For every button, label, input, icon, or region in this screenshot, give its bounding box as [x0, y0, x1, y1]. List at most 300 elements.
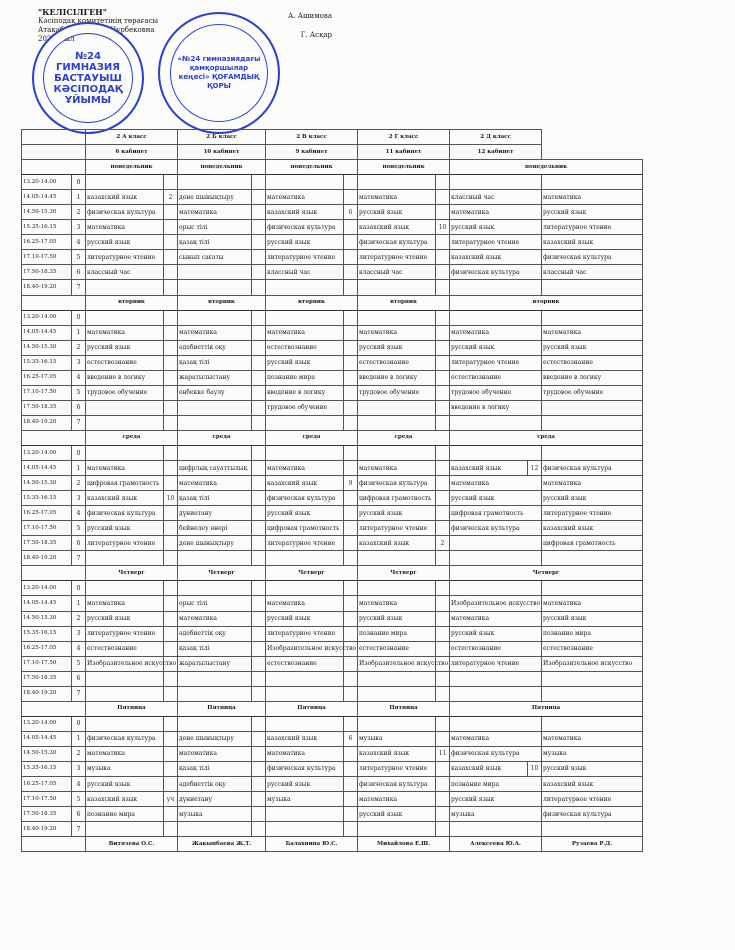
subject-cell: орыс тілі: [178, 596, 252, 611]
subject-cell: физическая культура: [266, 491, 344, 506]
stamp-text: «№24 гимназиядағы қамқоршылар кеңесі» ҚОҒАМДЫҚ ҚОРЫ: [177, 55, 261, 90]
cabinet-cell: [436, 521, 450, 536]
cabinet-cell: [344, 310, 358, 325]
cabinet-cell: [164, 596, 178, 611]
cabinet-cell: [252, 792, 266, 807]
subject-cell: русский язык: [542, 761, 643, 776]
subject-cell: қазақ тілі: [178, 235, 252, 250]
subject-cell: физическая культура: [266, 761, 344, 776]
subject-cell: русский язык: [450, 220, 542, 235]
subject-cell: казахский язык: [266, 476, 344, 491]
subject-cell: естествознание: [266, 656, 344, 671]
table-row: [22, 686, 643, 701]
cabinet-cell: [252, 626, 266, 641]
cabinet-cell: [252, 280, 266, 295]
subject-cell: физическая культура: [542, 807, 643, 822]
subject-cell: [358, 310, 436, 325]
cabinet-cell: [252, 746, 266, 761]
time-cell: 13.20-14.00: [22, 445, 72, 460]
subject-cell: классный час: [358, 265, 436, 280]
cabinet-cell: [252, 325, 266, 340]
cabinet-cell: [252, 385, 266, 400]
cabinet-cell: [344, 175, 358, 190]
subject-cell: [450, 445, 542, 460]
subject-cell: русский язык: [542, 611, 643, 626]
lesson-number: 4: [72, 641, 86, 656]
subject-cell: [358, 716, 436, 731]
subject-cell: математика: [266, 461, 344, 476]
cabinet-cell: [252, 310, 266, 325]
cabinet-cell: [252, 250, 266, 265]
corner-cell: [22, 295, 86, 310]
subject-cell: введение в логику: [542, 370, 643, 385]
lesson-number: 5: [72, 250, 86, 265]
table-row: [22, 822, 643, 837]
lesson-number: 6: [72, 536, 86, 551]
subject-cell: Изобразительное искусство: [450, 596, 542, 611]
time-cell: 15.35-16.15: [22, 220, 72, 235]
cabinet-cell: [252, 777, 266, 792]
cabinet-cell: [344, 611, 358, 626]
time-cell: 14.50-15.30: [22, 205, 72, 220]
table-row: [22, 506, 643, 521]
subject-cell: [450, 581, 542, 596]
cabinet-row: [22, 145, 643, 160]
subject-cell: [86, 716, 164, 731]
subject-cell: [266, 445, 344, 460]
table-row: [22, 491, 643, 506]
subject-cell: русский язык: [542, 491, 643, 506]
cabinet-cell: [252, 536, 266, 551]
time-cell: 13.20-14.00: [22, 310, 72, 325]
time-cell: 14.50-15.30: [22, 611, 72, 626]
subject-cell: [266, 807, 344, 822]
cabinet-cell: [436, 370, 450, 385]
subject-cell: [266, 551, 344, 566]
time-cell: 17.50-18.35: [22, 400, 72, 415]
subject-cell: казахский язык: [266, 205, 344, 220]
cabinet-cell: [436, 325, 450, 340]
day-header-row: [22, 566, 643, 581]
cabinet-label: 11 кабинет: [358, 145, 450, 160]
cabinet-cell: [344, 385, 358, 400]
day-label: вторник: [358, 295, 450, 310]
lesson-number: 7: [72, 415, 86, 430]
subject-cell: физическая культура: [358, 235, 436, 250]
time-cell: 15.35-16.15: [22, 491, 72, 506]
subject-cell: русский язык: [542, 340, 643, 355]
table-row: [22, 385, 643, 400]
subject-cell: дене шынықтыру: [178, 731, 252, 746]
cabinet-cell: [436, 807, 450, 822]
subject-cell: әдебиеттік оқу: [178, 340, 252, 355]
cabinet-cell: [164, 761, 178, 776]
subject-cell: русский язык: [542, 205, 643, 220]
subject-cell: музыка: [542, 746, 643, 761]
subject-cell: [86, 445, 164, 460]
day-label: среда: [266, 430, 358, 445]
table-row: [22, 461, 643, 476]
table-row: [22, 761, 643, 776]
cabinet-cell: [164, 265, 178, 280]
subject-cell: [358, 445, 436, 460]
time-cell: 17.10-17.50: [22, 656, 72, 671]
lesson-number: 6: [72, 807, 86, 822]
cabinet-cell: 2: [164, 190, 178, 205]
subject-cell: математика: [178, 325, 252, 340]
cabinet-cell: [252, 761, 266, 776]
teacher-name: Алексеева Ю.А.: [450, 837, 542, 852]
subject-cell: математика: [266, 746, 344, 761]
cabinet-cell: [344, 581, 358, 596]
subject-cell: казахский язык: [86, 491, 164, 506]
subject-cell: [178, 415, 252, 430]
subject-cell: классный час: [450, 190, 542, 205]
cabinet-cell: [164, 280, 178, 295]
lesson-number: 5: [72, 385, 86, 400]
subject-cell: [358, 551, 436, 566]
subject-cell: математика: [450, 325, 542, 340]
cabinet-cell: [252, 671, 266, 686]
day-label: вторник: [86, 295, 178, 310]
cabinet-cell: [344, 671, 358, 686]
subject-cell: русский язык: [358, 506, 436, 521]
subject-cell: математика: [178, 476, 252, 491]
timetable: [21, 129, 643, 852]
subject-cell: [358, 280, 436, 295]
cabinet-cell: [252, 400, 266, 415]
subject-cell: [178, 280, 252, 295]
cabinet-cell: 10: [528, 761, 542, 776]
subject-cell: естествознание: [450, 641, 542, 656]
cabinet-cell: [252, 355, 266, 370]
lesson-number: 0: [72, 445, 86, 460]
cabinet-cell: 2: [436, 536, 450, 551]
lesson-number: 7: [72, 551, 86, 566]
subject-cell: казахский язык: [86, 190, 164, 205]
day-label: понедельник: [266, 160, 358, 175]
cabinet-cell: 9: [344, 476, 358, 491]
subject-cell: физическая культура: [450, 265, 542, 280]
time-cell: 17.10-17.50: [22, 385, 72, 400]
subject-cell: физическая культура: [450, 746, 542, 761]
time-cell: 15.35-16.15: [22, 626, 72, 641]
subject-cell: [178, 822, 252, 837]
subject-cell: [178, 686, 252, 701]
table-row: [22, 731, 643, 746]
lesson-number: 1: [72, 731, 86, 746]
subject-cell: [178, 581, 252, 596]
subject-cell: [542, 415, 643, 430]
subject-cell: трудовое обучение: [266, 400, 344, 415]
cabinet-cell: [436, 190, 450, 205]
subject-cell: [86, 686, 164, 701]
subject-cell: казахский язык: [450, 761, 528, 776]
teacher-name: Балахнина Ю.С.: [266, 837, 358, 852]
subject-cell: [86, 400, 164, 415]
approval-line: 2023 жыл: [38, 35, 75, 43]
class-header-row: [22, 130, 643, 145]
lesson-number: 4: [72, 506, 86, 521]
cabinet-cell: 10: [436, 220, 450, 235]
table-row: [22, 596, 643, 611]
cabinet-cell: [436, 385, 450, 400]
cabinet-cell: [436, 400, 450, 415]
subject-cell: казахский язык: [358, 746, 436, 761]
subject-cell: [450, 671, 542, 686]
subject-cell: дене шынықтыру: [178, 190, 252, 205]
subject-cell: [450, 310, 542, 325]
time-cell: 16.25-17.05: [22, 235, 72, 250]
cabinet-cell: [164, 415, 178, 430]
subject-cell: сынып сағаты: [178, 250, 252, 265]
subject-cell: русский язык: [86, 777, 164, 792]
subject-cell: литературное чтение: [542, 220, 643, 235]
subject-cell: қазақ тілі: [178, 761, 252, 776]
cabinet-cell: [164, 686, 178, 701]
union-stamp: [32, 22, 144, 134]
subject-cell: трудовое обучение: [358, 385, 436, 400]
subject-cell: музыка: [178, 807, 252, 822]
cabinet-cell: [436, 641, 450, 656]
cabinet-cell: [252, 581, 266, 596]
time-cell: 14.05-14.45: [22, 731, 72, 746]
table-row: [22, 190, 643, 205]
cabinet-cell: [252, 370, 266, 385]
day-header-row: [22, 295, 643, 310]
lesson-number: 0: [72, 310, 86, 325]
subject-cell: цифрлық сауаттылық: [178, 461, 252, 476]
lesson-number: 7: [72, 822, 86, 837]
subject-cell: казахский язык: [542, 235, 643, 250]
subject-cell: физическая культура: [86, 731, 164, 746]
time-cell: 14.05-14.45: [22, 596, 72, 611]
subject-cell: русский язык: [358, 340, 436, 355]
subject-cell: русский язык: [266, 777, 344, 792]
cabinet-cell: [252, 190, 266, 205]
cabinet-cell: [164, 626, 178, 641]
subject-cell: русский язык: [358, 807, 436, 822]
cabinet-cell: [344, 445, 358, 460]
cabinet-cell: [164, 777, 178, 792]
day-label: понедельник: [358, 160, 450, 175]
cabinet-cell: 6: [344, 731, 358, 746]
cabinet-cell: [344, 807, 358, 822]
time-cell: 14.05-14.45: [22, 325, 72, 340]
lesson-number: 6: [72, 265, 86, 280]
subject-cell: естествознание: [266, 340, 344, 355]
subject-cell: русский язык: [358, 205, 436, 220]
cabinet-cell: [252, 506, 266, 521]
cabinet-cell: [164, 340, 178, 355]
subject-cell: [86, 280, 164, 295]
cabinet-cell: [344, 461, 358, 476]
subject-cell: [358, 581, 436, 596]
table-row: [22, 175, 643, 190]
subject-cell: [542, 671, 643, 686]
table-row: [22, 671, 643, 686]
lesson-number: 3: [72, 491, 86, 506]
cabinet-cell: [252, 445, 266, 460]
subject-cell: литературное чтение: [266, 250, 344, 265]
subject-cell: дүниетану: [178, 792, 252, 807]
cabinet-cell: [436, 415, 450, 430]
subject-cell: бейнелеу өнері: [178, 521, 252, 536]
subject-cell: [542, 175, 643, 190]
cabinet-cell: [436, 792, 450, 807]
lesson-number: 6: [72, 671, 86, 686]
subject-cell: [358, 175, 436, 190]
cabinet-cell: [164, 355, 178, 370]
cabinet-cell: [164, 385, 178, 400]
table-row: [22, 626, 643, 641]
cabinet-cell: [344, 656, 358, 671]
cabinet-cell: [252, 340, 266, 355]
cabinet-cell: [436, 506, 450, 521]
table-row: [22, 265, 643, 280]
subject-cell: литературное чтение: [358, 521, 436, 536]
subject-cell: дене шынықтыру: [178, 536, 252, 551]
lesson-number: 1: [72, 596, 86, 611]
time-cell: 17.50-18.35: [22, 536, 72, 551]
time-cell: 18.40-19.20: [22, 415, 72, 430]
subject-cell: казахский язык: [542, 777, 643, 792]
cabinet-cell: [436, 265, 450, 280]
cabinet-cell: [344, 596, 358, 611]
cabinet-cell: [344, 716, 358, 731]
cabinet-cell: [164, 205, 178, 220]
subject-cell: [178, 175, 252, 190]
table-row: [22, 370, 643, 385]
cabinet-cell: [344, 415, 358, 430]
subject-cell: математика: [86, 461, 164, 476]
table-row: [22, 205, 643, 220]
cabinet-cell: [252, 521, 266, 536]
subject-cell: русский язык: [450, 626, 542, 641]
cabinet-cell: [252, 220, 266, 235]
cabinet-cell: [436, 250, 450, 265]
subject-cell: [86, 822, 164, 837]
subject-cell: математика: [178, 746, 252, 761]
subject-cell: [178, 445, 252, 460]
time-cell: 17.10-17.50: [22, 792, 72, 807]
subject-cell: [266, 415, 344, 430]
subject-cell: [86, 581, 164, 596]
subject-cell: жаратылыстану: [178, 370, 252, 385]
class-label: 2 В класс: [266, 130, 358, 145]
subject-cell: трудовое обучение: [86, 385, 164, 400]
cabinet-cell: [164, 822, 178, 837]
table-row: [22, 536, 643, 551]
subject-cell: цифровая грамотность: [450, 506, 542, 521]
subject-cell: русский язык: [86, 340, 164, 355]
day-label: Пятница: [358, 701, 450, 716]
cabinet-cell: [344, 792, 358, 807]
lesson-number: 2: [72, 746, 86, 761]
lesson-number: 5: [72, 521, 86, 536]
time-cell: 15.35-16.15: [22, 355, 72, 370]
cabinet-cell: [164, 400, 178, 415]
approval-title: "КЕЛІСІЛГЕН": [38, 7, 107, 17]
subject-cell: литературное чтение: [266, 536, 344, 551]
subject-cell: математика: [86, 596, 164, 611]
subject-cell: математика: [358, 792, 436, 807]
cabinet-cell: [344, 400, 358, 415]
lesson-number: 2: [72, 476, 86, 491]
subject-cell: математика: [266, 325, 344, 340]
subject-cell: цифровая грамотность: [542, 536, 643, 551]
cabinet-cell: [344, 822, 358, 837]
subject-cell: [86, 551, 164, 566]
day-header-row: [22, 160, 643, 175]
table-row: [22, 325, 643, 340]
time-cell: 14.50-15.30: [22, 746, 72, 761]
subject-cell: русский язык: [86, 235, 164, 250]
cabinet-cell: [252, 175, 266, 190]
subject-cell: [450, 536, 542, 551]
cabinet-cell: [344, 761, 358, 776]
subject-cell: [178, 671, 252, 686]
subject-cell: [266, 581, 344, 596]
subject-cell: [266, 280, 344, 295]
subject-cell: естествознание: [86, 641, 164, 656]
subject-cell: цифровая грамотность: [266, 521, 344, 536]
lesson-number: 5: [72, 656, 86, 671]
table-row: [22, 656, 643, 671]
subject-cell: цифровая грамотность: [358, 491, 436, 506]
day-label: среда: [178, 430, 266, 445]
subject-cell: классный час: [266, 265, 344, 280]
subject-cell: [450, 822, 542, 837]
subject-cell: познание мира: [450, 777, 542, 792]
cabinet-cell: [436, 716, 450, 731]
cabinet-cell: [344, 686, 358, 701]
subject-cell: литературное чтение: [542, 792, 643, 807]
cabinet-cell: [252, 551, 266, 566]
cabinet-cell: [344, 280, 358, 295]
lesson-number: 0: [72, 716, 86, 731]
subject-cell: физическая культура: [86, 506, 164, 521]
subject-cell: математика: [542, 325, 643, 340]
teacher-name: Жакыпбаева Ж.Т.: [178, 837, 266, 852]
subject-cell: классный час: [542, 265, 643, 280]
subject-cell: математика: [358, 596, 436, 611]
subject-cell: физическая культура: [450, 521, 542, 536]
class-label: 2 А класс: [86, 130, 178, 145]
subject-cell: классный час: [86, 265, 164, 280]
cabinet-cell: [164, 611, 178, 626]
cabinet-cell: 6: [344, 205, 358, 220]
corner-cell: [22, 145, 86, 160]
table-row: [22, 355, 643, 370]
subject-cell: естествознание: [358, 641, 436, 656]
time-cell: 13.20-14.00: [22, 716, 72, 731]
subject-cell: русский язык: [450, 340, 542, 355]
subject-cell: русский язык: [358, 611, 436, 626]
corner-cell: [22, 701, 86, 716]
day-label: вторник: [450, 295, 643, 310]
table-row: [22, 310, 643, 325]
subject-cell: [266, 671, 344, 686]
corner-cell: [22, 566, 86, 581]
subject-cell: физическая культура: [266, 220, 344, 235]
subject-cell: [266, 822, 344, 837]
cabinet-cell: [164, 551, 178, 566]
lesson-number: 4: [72, 235, 86, 250]
subject-cell: естествознание: [450, 370, 542, 385]
subject-cell: русский язык: [266, 235, 344, 250]
lesson-number: 1: [72, 190, 86, 205]
